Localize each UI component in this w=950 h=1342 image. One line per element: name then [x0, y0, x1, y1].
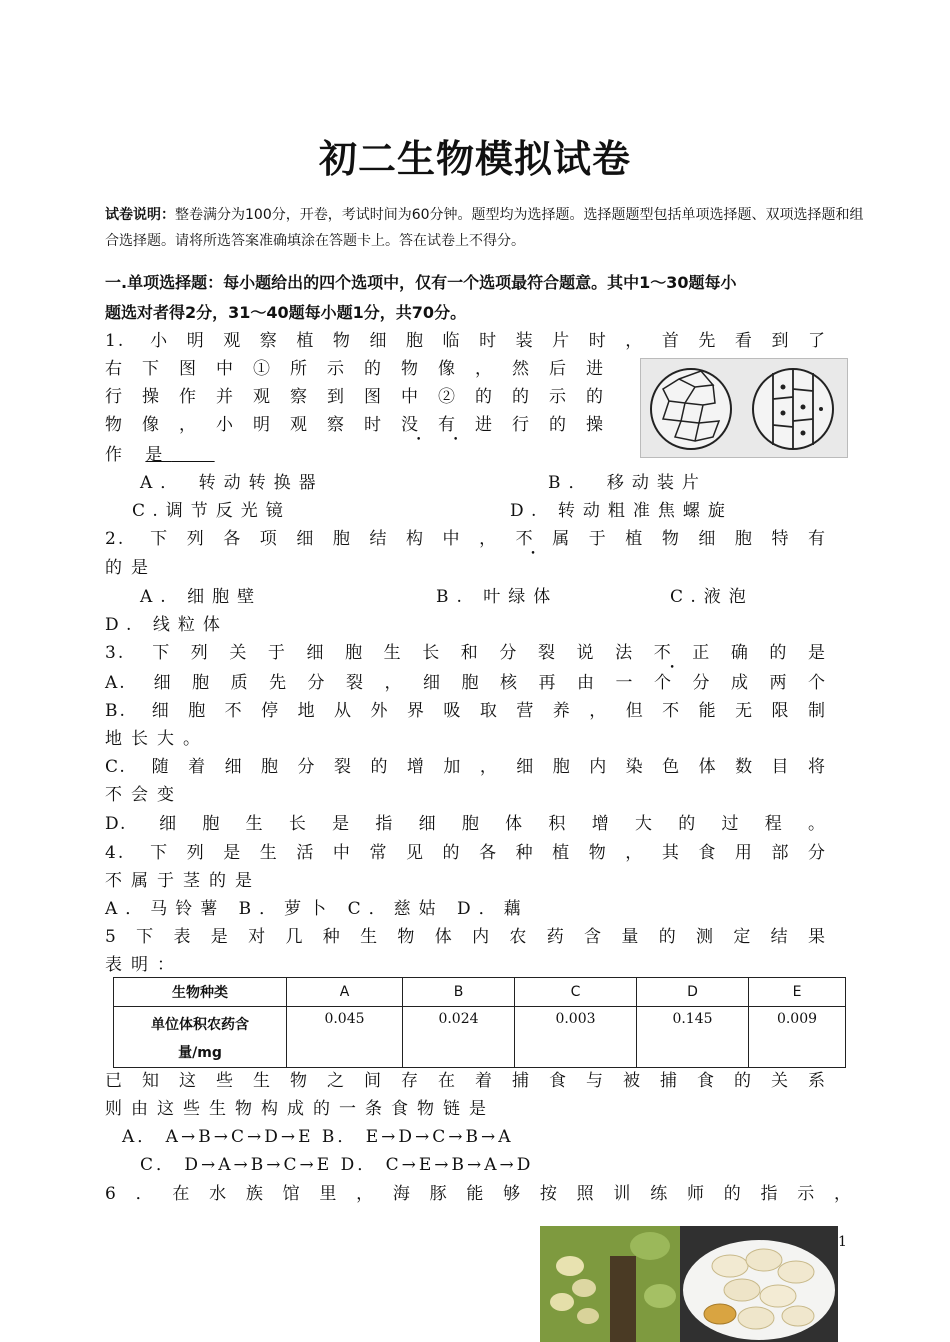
q4-line-2: 不属于茎的是 — [105, 871, 261, 891]
microscope-field-figure — [640, 358, 848, 458]
table-col-header: E — [749, 978, 846, 1007]
table-header-row — [114, 978, 846, 1007]
answer-blank: 是 — [145, 445, 172, 465]
section-1-line-2: 题选对者得2分，31～40题每小题1分，共70分 — [105, 303, 451, 322]
table-cell: 0.145 — [637, 1007, 749, 1068]
q2-line-1: 2. 下列各项细胞结构中，不属于植物细胞特有 — [105, 529, 828, 549]
q5-line-4: 则由这些生物构成的一条食物链是 — [105, 1099, 495, 1119]
table-row — [114, 1007, 846, 1068]
q3-option-b-cont: 地长大。 — [105, 729, 209, 749]
table-cell: 0.009 — [749, 1007, 846, 1068]
q1-option-a: A． 转动转换器 — [140, 473, 324, 493]
q5-options-cd: C． D→A→B→C→E D． C→E→B→A→D — [140, 1155, 534, 1175]
q5-line-2: 表明： — [105, 955, 183, 975]
q3-option-b: B. 细胞不停地从外界吸取营养，但不能无限制 — [105, 701, 827, 721]
q3-option-c-cont: 不会变 — [105, 785, 183, 805]
q3-option-d: D. 细胞生长是指细胞体积增大的过程。 — [105, 814, 827, 834]
emphasis-mark: 不 — [515, 529, 553, 549]
section-1-line-1: 一.单项选择题：每小题给出的四个选项中，仅有一个选项最符合题意。其中1～30题每小 — [105, 273, 737, 292]
q5-options-ab: A． A→B→C→D→E B． E→D→C→B→A — [122, 1127, 514, 1147]
table-header-label: 生物种类 — [114, 978, 287, 1007]
table-cell: 0.024 — [403, 1007, 515, 1068]
table-col-header: C — [515, 978, 637, 1007]
exam-instructions — [105, 202, 865, 254]
page-title: 初二生物模拟试卷 — [318, 137, 631, 181]
emphasis-mark: 不 — [653, 643, 693, 663]
emphasis-mark: 没有 — [401, 415, 475, 435]
section-1-heading — [105, 268, 850, 328]
instructions-label: 试卷说明： — [105, 207, 175, 223]
table-cell: 0.003 — [515, 1007, 637, 1068]
q3-option-a: A. 细胞质先分裂，细胞核再由一个分成两个 — [105, 673, 827, 693]
table-row-label: 单位体积农药含 量/mg — [114, 1007, 287, 1068]
q1-option-c: C.调节反光镜 — [132, 501, 291, 521]
ginkgo-nuts-photo — [680, 1226, 838, 1342]
q1-line-1: 1. 小明观察植物细胞临时装片时，首先看到了 — [105, 331, 827, 351]
q1-option-b: B． 移动装片 — [548, 473, 707, 493]
q4-line-1: 4. 下列是生活中常见的各种植物，其食用部分 — [105, 843, 827, 863]
table-col-header: A — [287, 978, 403, 1007]
page-number: 1 — [838, 1234, 847, 1250]
section-1-line-2-end: 。 — [450, 303, 467, 322]
instructions-text: 整卷满分为100分，开卷，考试时间为60分钟。题型均为选择题。选择题题型包括单项选择题、双项选择题和组合选择题。请将所选答案准确填涂在答题卡上。答在试卷上不得分。 — [105, 207, 864, 249]
pesticide-table — [113, 977, 846, 1068]
q1-line-3: 行操作并观察到图中②的的示的 — [105, 387, 605, 407]
q1-line-5: 作 是 — [105, 442, 827, 468]
table-col-header: B — [403, 978, 515, 1007]
table-cell: 0.045 — [287, 1007, 403, 1068]
q5-line-3: 已知这些生物之间存在着捕食与被捕食的关系 — [105, 1071, 827, 1091]
q2-option-c: C.液泡 — [670, 587, 754, 607]
q3-option-c: C. 随着细胞分裂的增加，细胞内染色体数目将 — [105, 757, 827, 777]
field-of-view-1 — [651, 369, 731, 449]
ginkgo-tree-photo — [540, 1226, 680, 1342]
q2-option-b: B. 叶绿体 — [436, 587, 559, 607]
q5-line-1: 5下表是对几种生物体内农药含量的测定结果 — [105, 927, 827, 947]
q2-line-2: 的是 — [105, 558, 157, 578]
q6-line-1: 6．在水族馆里，海豚能够按照训练师的指示， — [105, 1184, 853, 1204]
q4-options: A．马铃薯 B．萝卜 C．慈姑 D．藕 — [105, 899, 529, 919]
q1-line-2: 右下图中①所示的物像，然后进 — [105, 359, 605, 379]
table-col-header: D — [637, 978, 749, 1007]
q1-option-d: D. 转动粗准焦螺旋 — [510, 501, 733, 521]
q1-line-4: 物像，小明观察时没有进行的操 — [105, 415, 605, 435]
q2-option-d: D. 线粒体 — [105, 615, 228, 635]
q2-option-a: A. 细胞壁 — [140, 587, 263, 607]
q3-stem: 3. 下列关于细胞生长和分裂说法不正确的是 — [105, 643, 828, 663]
